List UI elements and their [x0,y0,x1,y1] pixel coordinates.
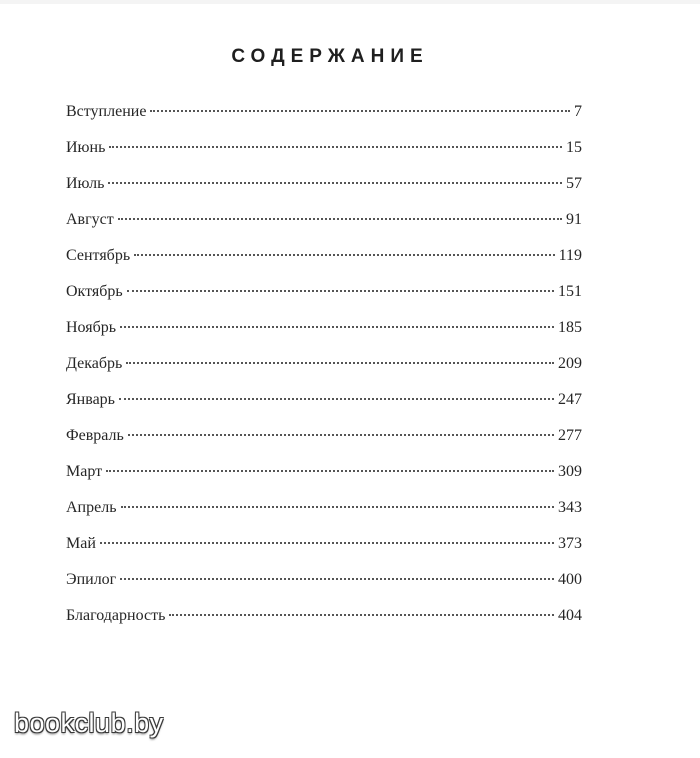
toc-entry-page: 119 [558,247,582,264]
dot-leader [127,290,554,292]
top-edge [0,0,700,4]
toc-entry-page: 343 [558,499,582,516]
toc-entry-intro [66,100,582,136]
toc-entry-label: Эпилог [66,571,117,588]
toc-entry-label: Апрель [66,499,117,516]
dot-leader [134,254,554,256]
toc-entry-page: 247 [558,391,582,408]
toc-entry-label: Март [66,463,103,480]
page-title: СОДЕРЖАНИЕ [231,46,429,67]
toc-entry-label: Май [66,535,96,552]
dot-leader [120,326,554,328]
table-of-contents [66,100,582,640]
toc-entry-label: Январь [66,391,115,408]
toc-entry-acknowledgements [66,604,582,640]
dot-leader [150,110,570,112]
toc-entry-label: Вступление [66,103,147,120]
toc-entry-june [66,136,582,172]
toc-entry-page: 209 [558,355,582,372]
toc-entry-label: Июнь [66,139,106,156]
toc-entry-label: Октябрь [66,283,123,300]
dot-leader [121,506,555,508]
toc-entry-january [66,388,582,424]
toc-entry-december [66,352,582,388]
toc-entry-label: Июль [66,175,105,192]
toc-entry-page: 404 [558,607,582,624]
toc-entry-page: 151 [558,283,582,300]
dot-leader [119,398,554,400]
toc-entry-label: Сентябрь [66,247,131,264]
toc-entry-april [66,496,582,532]
dot-leader [120,578,554,580]
toc-entry-page: 277 [558,427,582,444]
toc-entry-label: Август [66,211,114,228]
toc-entry-july [66,172,582,208]
dot-leader [126,362,554,364]
toc-entry-page: 7 [574,103,582,120]
toc-entry-label: Февраль [66,427,124,444]
dot-leader [128,434,554,436]
toc-entry-page: 91 [566,211,582,228]
toc-entry-epilogue [66,568,582,604]
toc-entry-march [66,460,582,496]
dot-leader [108,182,562,184]
toc-entry-label: Благодарность [66,607,166,624]
dot-leader [100,542,554,544]
toc-entry-page: 57 [566,175,582,192]
toc-entry-may [66,532,582,568]
dot-leader [109,146,562,148]
toc-entry-page: 400 [558,571,582,588]
toc-entry-page: 373 [558,535,582,552]
toc-entry-november [66,316,582,352]
toc-entry-august [66,208,582,244]
toc-entry-february [66,424,582,460]
toc-entry-october [66,280,582,316]
toc-entry-page: 185 [558,319,582,336]
toc-entry-september [66,244,582,280]
watermark: bookclub.by [14,708,164,738]
dot-leader [118,218,562,220]
toc-entry-page: 309 [558,463,582,480]
toc-entry-page: 15 [566,139,582,156]
toc-entry-label: Ноябрь [66,319,117,336]
dot-leader [169,614,554,616]
toc-entry-label: Декабрь [66,355,123,372]
dot-leader [106,470,554,472]
